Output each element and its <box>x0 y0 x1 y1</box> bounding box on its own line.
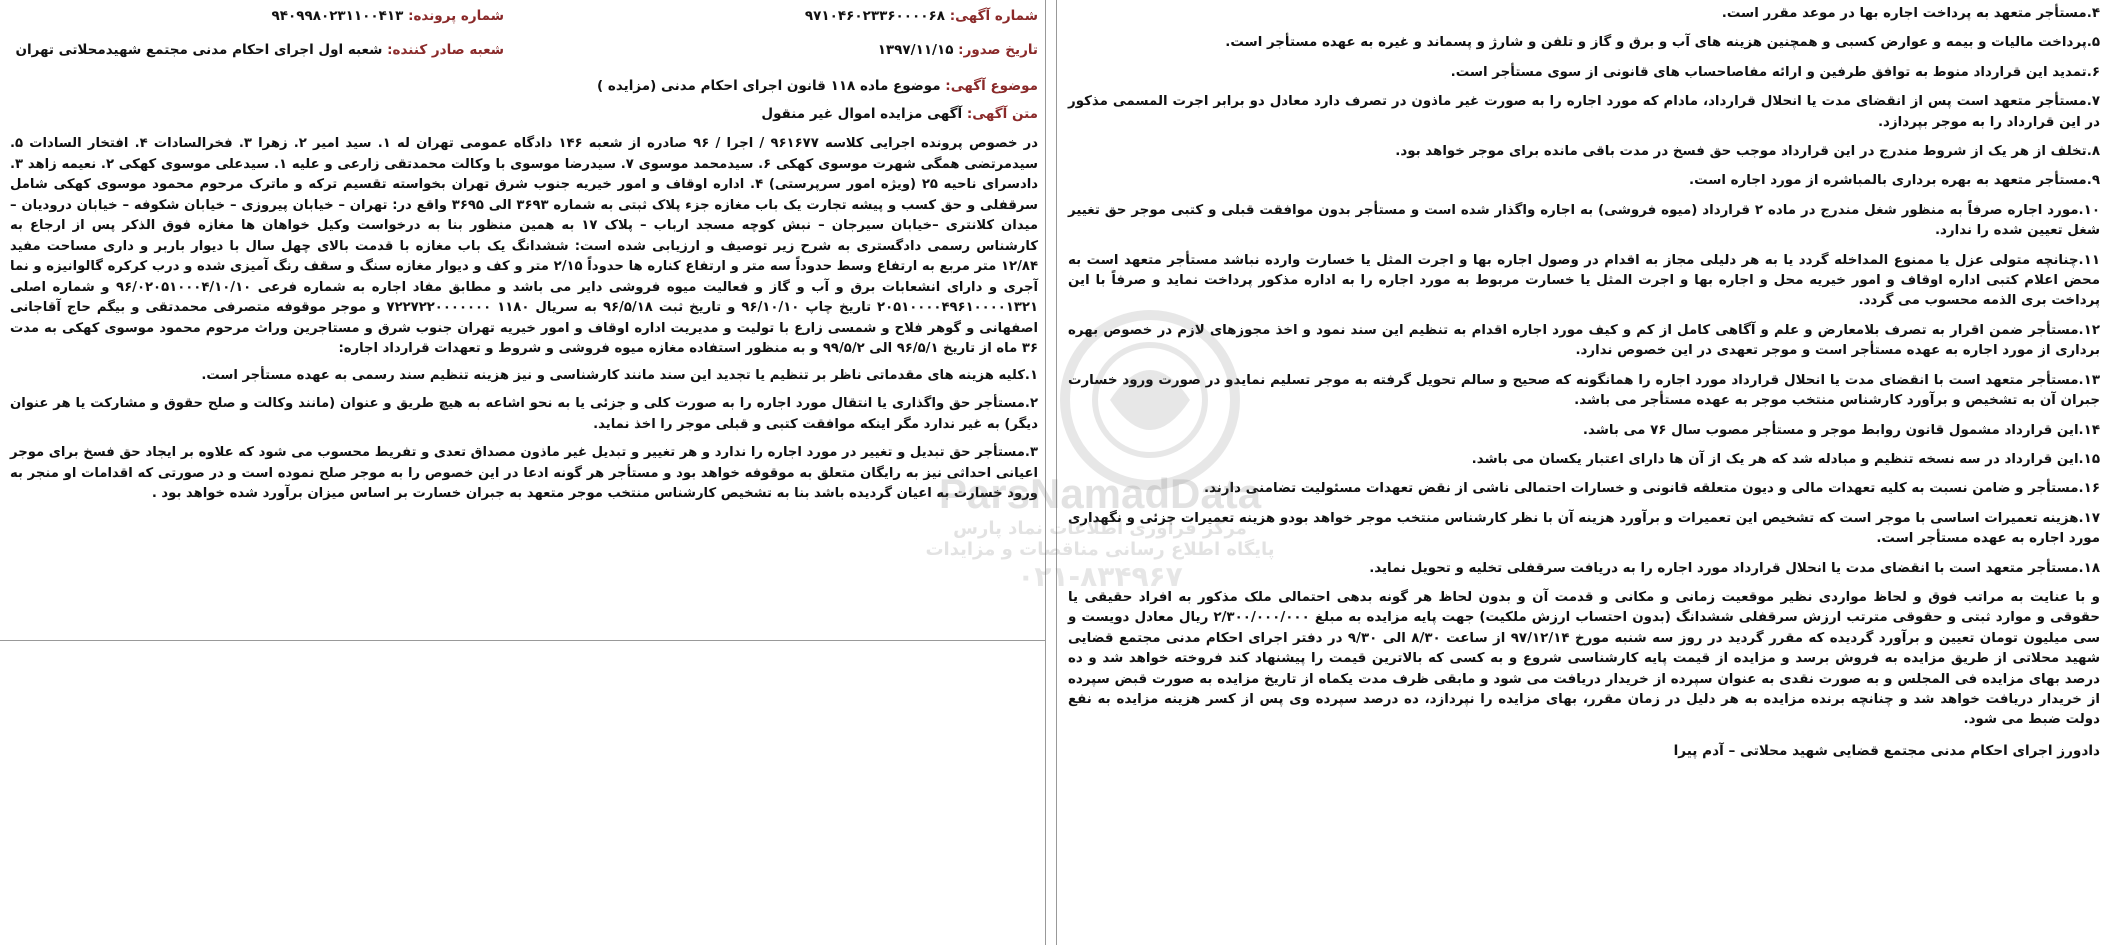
issuing-branch <box>10 42 504 58</box>
clause-2: ۲.مستأجر حق واگذاری یا انتقال مورد اجاره را به صورت کلی و جزئی یا به نحو اشاعه به هیچ طریق و عنوان (مانند وکالت و صلح حقوق و مشارکت یا هر عنوان دیگر) به غیر ندارد مگر اینکه موافقت کتبی و قبلی موجر را اخذ نماید. <box>10 396 1038 432</box>
watermark-title: ParsNamadData <box>938 470 1262 517</box>
issue-date <box>544 42 1038 58</box>
watermark-line-2: پایگاه اطلاع رسانی مناقصات و مزایدات <box>925 539 1275 560</box>
left-column <box>10 8 1038 638</box>
clause-7: ۷.مستأجر متعهد است پس از انقضای مدت یا انحلال قرارداد، مادام که مورد اجاره را به صورت غیر ماذون در تصرف دارد معادل دو برابر اجرت المسمی مذکور در این قرارداد را به موجر بپردازد. <box>1068 94 2100 130</box>
clause-5: ۵.پرداخت مالیات و بیمه و عوارض کسبی و همچنین هزینه های آب و برق و گاز و تلفن و شارژ و پسماند و غیره به عهده مستأجر است. <box>1225 35 2100 51</box>
text-label: متن آگهی: <box>966 106 1038 122</box>
text-title-value: آگهی مزایده اموال غیر منقول <box>761 106 963 122</box>
case-number <box>10 8 504 24</box>
clause-12: ۱۲.مستأجر ضمن اقرار به تصرف بلامعارض و علم و آگاهی کامل از کم و کیف مورد اجاره اقدام به تنظیم این سند نمود و اخذ مجوزهای لازم در خصوص بهره برداری از مورد اجاره به عهده مستأجر است و موجر تعهدی در این خصوص ندارد. <box>1068 322 2100 359</box>
ad-header <box>10 8 1038 58</box>
column-divider <box>1045 0 1057 945</box>
clause-16: ۱۶.مستأجر و ضامن نسبت به کلیه تعهدات مالی و دیون متعلقه قانونی و خسارات احتمالی ناشی از نقض تعهدات مسئولیت تضامنی دارند. <box>1203 481 2100 497</box>
clause-9: ۹.مستأجر متعهد به بهره برداری بالمباشره از مورد اجاره است. <box>1689 173 2100 189</box>
case-number-value: ۹۴۰۹۹۸۰۲۳۱۱۰۰۴۱۳ <box>271 8 404 24</box>
clause-14: ۱۴.این قرارداد مشمول قانون روابط موجر و مستأجر مصوب سال ۷۶ می باشد. <box>1582 422 2100 438</box>
subject-label: موضوع آگهی: <box>945 78 1038 94</box>
ad-number <box>544 8 1038 24</box>
left-bottom-border <box>0 640 1045 641</box>
subject-value: موضوع ماده ۱۱۸ قانون اجرای احکام مدنی (مزایده ) <box>597 78 941 94</box>
case-number-label: شماره پرونده: <box>408 8 504 24</box>
clause-1: ۱.کلیه هزینه های مقدماتی ناظر بر تنظیم یا تجدید این سند مانند کارشناسی و نیز هزینه تنظیم سند رسمی به عهده مستأجر است. <box>201 367 1038 383</box>
clause-15: ۱۵.این قرارداد در سه نسخه تنظیم و مبادله شد که هر یک از آن ها دارای اعتبار یکسان می باشد. <box>1471 451 2100 467</box>
clause-18: ۱۸.مستأجر متعهد است با انقضای مدت یا انحلال قرارداد مورد اجاره را به دریافت سرقفلی تخلیه و تحویل نماید. <box>1369 560 2100 576</box>
right-column <box>1068 4 2100 939</box>
clause-4: ۴.مستأجر متعهد به پرداخت اجاره بها در موعد مقرر است. <box>1721 6 2100 21</box>
issuing-branch-label: شعبه صادر کننده: <box>387 42 504 58</box>
watermark-line-1: مرکز فرآوری اطلاعات نماد پارس <box>953 518 1247 539</box>
ad-text-title <box>10 106 1038 122</box>
ad-number-value: ۹۷۱۰۴۶۰۲۳۳۶۰۰۰۰۶۸ <box>804 8 945 24</box>
clause-13: ۱۳.مستأجر متعهد است با انقضای مدت یا انحلال قرارداد مورد اجاره را همانگونه که صحیح و سالم تحویل گرفته به موجر تسلیم نمایدو در صورت ورود خسارت جبران آن به تشخیص و برآورد کارشناس منتخب موجر به عهده مستأجر می باشد. <box>1068 372 2100 409</box>
ad-number-label: شماره آگهی: <box>949 8 1038 24</box>
issuing-branch-value: شعبه اول اجرای احکام مدنی مجتمع شهیدمحلاتی تهران <box>15 42 383 58</box>
ad-body: در خصوص پرونده اجرایی کلاسه ۹۶۱۶۷۷ / اجرا / ۹۶ صادره از شعبه ۱۴۶ دادگاه عمومی تهران له ۱. سید امیر ۲. زهرا ۳. فخرالسادات ۴. افتخار السادات ۵. سیدمرتضی همگی شهرت موسوی کهکی ۶. سیدمحمد موسوی ۷. سیدرضا موسوی با وکالت محمدتقی زارعی و علیه ۱. سیدعلی موسوی کهکی ۲. نعیمه زاهد ۳. دادسرای ناحیه ۲۵ (ویژه امور سرپرستی) ۴. اداره اوقاف و امور خیریه جنوب شرق تهران بخواسته تقسیم ترکه و ماترک مرحوم محمود موسوی کهکی شامل سرقفلی و حق کسب و پیشه تجارت یک باب مغازه جزء پلاک ثبتی به شماره ۳۶۹۳ الی ۳۶۹۵ واقع در: تهران – خیابان پیروزی – خیابان شکوفه – خیابان دروديان – میدان کلانتری –خیابان سیرجان – نبش کوچه مسجد ارباب – پلاک ۱۷ به همین منظور بنا به درخواست وکیل خواهان ها مغازه فوق الذکر پس از ارجاع به کارشناس رسمی دادگستری به شرح زیر توصیف و ارزیابی شده است: ششدانگ یک باب مغازه با قدمت بالای چهل سال با دیوار باربر و داری مساحت مفید ۱۲/۸۴ متر مربع به ارتفاع وسط حدوداً سه متر و ارتفاع کناره ها حدوداً ۲/۱۵ متر و کف و دیوار مغازه سنگ و سقف رنگ آمیزی شده و درب کرکره گالوانیزه و نما آجری و دارای انشعابات برق و آب و گاز و فعالیت میوه فروشی دایر می باشد و مطابق مفاد اجاره به شماره فرعی ۹۶/۰۲۰۵۱۰۰۰۴/۱۰/۱۰ و شماره اصلی ۲۰۵۱۰۰۰۰۴۹۶۱۰۰۰۰۱۳۲۱ تاریخ چاپ ۹۶/۱۰/۱۰ و تاریخ ثبت ۹۶/۵/۱۸ به سریال ۱۱۸۰ ۷۲۲۷۲۲۰۰۰۰۰۰۰ و موجر موقوفه متصرفی محمدتقی و بیگم حاج آقاجانی اصفهانی و گوهر فلاح و شمسی زارع با تولیت و مدیریت اداره اوقاف و امور خیریه تهران جنوب شرق و مستاجرین وراث مرحوم محمود موسوی کهکی به مدت ۳۶ ماه از تاریخ ۹۶/۵/۱ الی ۹۹/۵/۲ و به منظور استفاده مغازه میوه فروشی و شروط و تعهدات قرارداد اجاره: <box>10 136 1039 356</box>
clause-8: ۸.تخلف از هر یک از شروط مندرج در این قرارداد موجب حق فسخ در مدت باقی مانده برای موجر خواهد بود. <box>1395 144 2100 160</box>
clause-17: ۱۷.هزینه تعمیرات اساسی با موجر است که تشخیص این تعمیرات و برآورد هزینه آن با نظر کارشناس منتخب موجر خواهد بودو هزینه تعمیرات جزئی و نگهداری مورد اجاره به عهده مستأجر است. <box>1068 510 2100 547</box>
issue-date-value: ۱۳۹۷/۱۱/۱۵ <box>877 42 954 58</box>
ad-subject <box>10 78 1038 94</box>
clause-10: ۱۰.مورد اجاره صرفاً به منظور شغل مندرج در ماده ۲ قرارداد (میوه فروشی) به اجاره واگذار شده است و مستأجر بدون موافقت قبلی و کتبی موجر حق تغییر شغل تعیین شده را ندارد. <box>1068 202 2100 239</box>
closing-paragraph: و با عنایت به مراتب فوق و لحاظ مواردی نظیر موقعیت زمانی و مکانی و قدمت آن و بدون لحاظ هر گونه بدهی احتمالی ملک مذکور به افراد حقیقی یا حقوقی و موارد ثبتی و حقوقی مترتب ارزش سرقفلی ششدانگ (بدون احتساب ارزش ملکیت) جهت پایه مزایده به مبلغ ۲/۳۰۰/۰۰۰/۰۰۰ ریال معادل دویست و سی میلیون تومان تعیین و برآورد گردیده که مقرر گردید در روز سه شنبه مورخ ۹۷/۱۲/۱۴ از ساعت ۸/۳۰ الی ۹/۳۰ در دفتر اجرای احکام مدنی مجتمع قضایی شهید محلاتی از طریق مزایده به فروش برسد و مزایده از قیمت پایه کارشناسی شروع و به کسی که بالاترین قیمت را پیشنهاد کند فروخته خواهد شد و ده درصد بهای مزایده فی المجلس و به صورت نقدی به عنوان سپرده از خریدار دریافت می شود و مابقی ظرف مدت یکماه از تاریخ مزایده به صورت قبض سپرده از خریدار دریافت خواهد شد و چنانچه برنده مزایده به هر دلیل در زمان مقرر، بهای مزایده را نپردازد، ده درصد سپرده وی پس از کسر هزینه مزایده به نفع دولت ضبط می شود. <box>1068 589 2101 728</box>
watermark-phone: ۰۲۱-۸۳۴۹۶۷ <box>1017 560 1183 593</box>
clause-11: ۱۱.چنانچه متولی عزل یا ممنوع المداخله گردد یا به هر دلیلی مجاز به اقدام در وصول اجاره بها و اجرت المثل یا خسارت وارده نباشد مستأجر متعهد است به محض اعلام کتبی اداره اوقاف و امور خیریه محل و اجاره بها و اجرت المثل یا خسارت مربوط به مورد اجاره را به اداره مذکور پرداخت نماید و صرفاً با این پرداخت بری الذمه محسوب می گردد. <box>1068 252 2100 309</box>
clause-3: ۳.مستأجر حق تبدیل و تغییر در مورد اجاره را ندارد و هر تغییر و تبدیل غیر ماذون مصداق تعدی و تفریط محسوب می شود که علاوه بر ایجاد حق فسخ برای موجر اعیانی احداثی نیز به رایگان متعلق به موقوفه خواهد بود و مستأجر هر گونه ادعا در این خصوص را به موجر صلح نموده است و در صورتی که اقدامات او منجر به ورود خسارت به اعیان گردیده باشد بنا به تشخیص کارشناس منتخب موجر متعهد به جبران خسارت بر اساس میزان برآورد شده خواهد بود . <box>10 445 1038 501</box>
issue-date-label: تاریخ صدور: <box>958 42 1038 58</box>
signature: دادورز اجرای احکام مدنی مجتمع قضایی شهید محلاتی – آدم پیرا <box>1673 742 2100 759</box>
clause-6: ۶.تمدید این قرارداد منوط به توافق طرفین و ارائه مفاصاحساب های قانونی از سوی مستأجر است. <box>1450 64 2100 80</box>
